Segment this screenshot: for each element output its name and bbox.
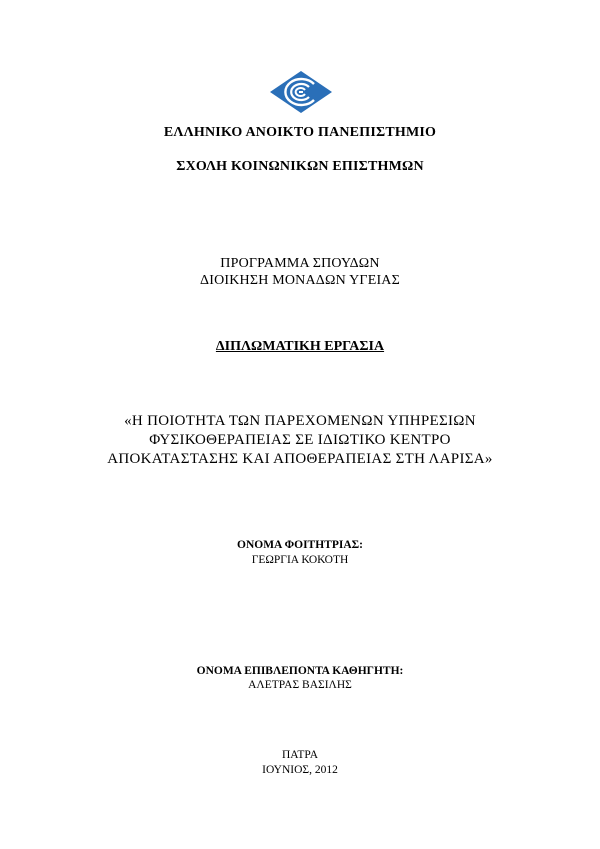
program-name: ΔΙΟΙΚΗΣΗ ΜΟΝΑΔΩΝ ΥΓΕΙΑΣ — [200, 273, 400, 288]
supervisor-label: ΟΝΟΜΑ ΕΠΙΒΛΕΠΟΝΤΑ ΚΑΘΗΓΗΤΗ: — [196, 665, 404, 677]
thesis-title-line-3: ΑΠΟΚΑΤΑΣΤΑΣΗΣ ΚΑΙ ΑΠΟΘΕΡΑΠΕΙΑΣ ΣΤΗ ΛΑΡΙΣΑ» — [107, 451, 493, 467]
university-logo-icon — [269, 70, 333, 114]
thesis-title-line-1: «Η ΠΟΙΟΤΗΤΑ ΤΩΝ ΠΑΡΕΧΟΜΕΝΩΝ ΥΠΗΡΕΣΙΩΝ — [124, 413, 476, 429]
student-name: ΓΕΩΡΓΙΑ ΚΟΚΟΤΗ — [251, 554, 349, 566]
student-label: ΟΝΟΜΑ ΦΟΙΤΗΤΡΙΑΣ: — [237, 539, 363, 551]
school-name: ΣΧΟΛΗ ΚΟΙΝΩΝΙΚΩΝ ΕΠΙΣΤΗΜΩΝ — [176, 159, 424, 174]
city: ΠΑΤΡΑ — [281, 749, 319, 761]
supervisor-name: ΑΛΕΤΡΑΣ ΒΑΣΙΛΗΣ — [248, 679, 352, 691]
thesis-label: ΔΙΠΛΩΜΑΤΙΚΗ ΕΡΓΑΣΙΑ — [215, 339, 385, 354]
date: ΙΟΥΝΙΟΣ, 2012 — [262, 764, 338, 776]
program-label: ΠΡΟΓΡΑΜΜΑ ΣΠΟΥΔΩΝ — [220, 256, 380, 271]
thesis-title-line-2: ΦΥΣΙΚΟΘΕΡΑΠΕΙΑΣ ΣΕ ΙΔΙΩΤΙΚΟ ΚΕΝΤΡΟ — [149, 432, 451, 448]
university-name: ΕΛΛΗΝΙΚΟ ΑΝΟΙΚΤΟ ΠΑΝΕΠΙΣΤΗΜΙΟ — [163, 125, 437, 140]
